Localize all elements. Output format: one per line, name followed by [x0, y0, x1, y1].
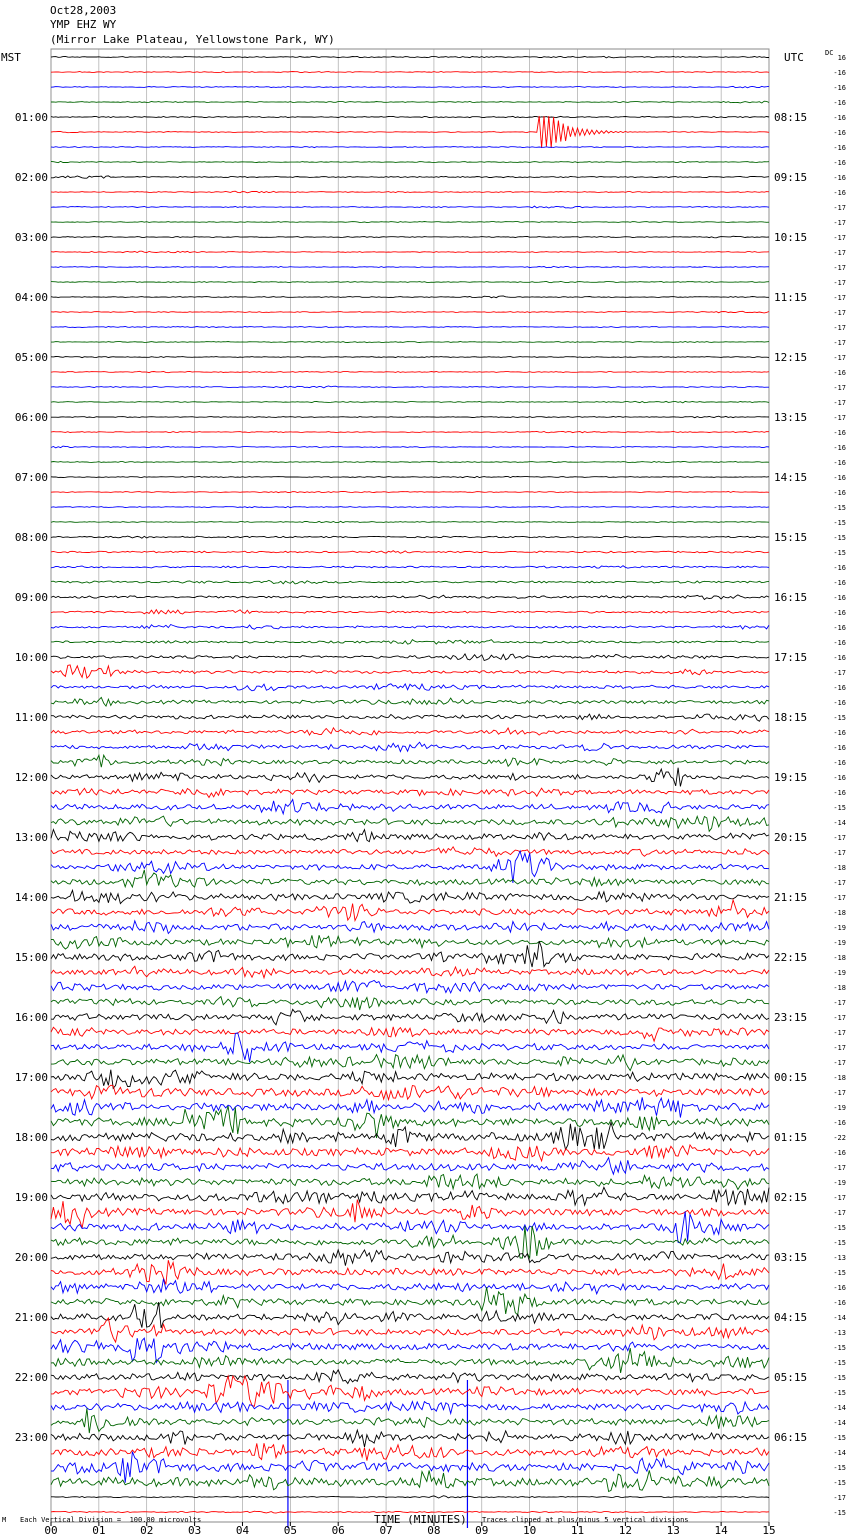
trace-line — [51, 161, 769, 162]
dc-offset-label: -17 — [833, 204, 846, 212]
dc-offset-label: -15 — [833, 504, 846, 512]
mst-hour-label: 01:00 — [14, 111, 48, 124]
trace-line — [51, 1408, 769, 1433]
dc-offset-label: -17 — [833, 354, 846, 362]
utc-hour-label: 18:15 — [774, 711, 808, 724]
dc-offset-label: -15 — [833, 1389, 846, 1397]
trace-line — [51, 697, 769, 706]
trace-line — [51, 56, 769, 58]
dc-offset-label: -17 — [833, 1194, 846, 1202]
dc-offset-label: -16 — [833, 429, 846, 437]
utc-hour-label: 13:15 — [774, 411, 808, 424]
dc-offset-label: -17 — [833, 834, 846, 842]
dc-offset-label: -17 — [833, 999, 846, 1007]
date-label: Oct28,2003 — [50, 4, 117, 17]
utc-hour-label: 10:15 — [774, 231, 808, 244]
x-tick-label: 15 — [762, 1524, 776, 1534]
dc-offset-label: -16 — [833, 114, 846, 122]
mst-hour-label: 20:00 — [14, 1251, 48, 1264]
trace-line — [51, 728, 769, 735]
dc-offset-label: -18 — [833, 1074, 846, 1082]
dc-offset-label: -16 — [833, 654, 846, 662]
utc-hour-label: 00:15 — [774, 1071, 808, 1084]
dc-offset-label: -17 — [833, 264, 846, 272]
utc-hour-label: 22:15 — [774, 951, 808, 964]
trace-line — [51, 462, 769, 463]
trace-line — [51, 147, 769, 148]
mst-hour-label: 04:00 — [14, 291, 48, 304]
dc-offset-label: -16 — [833, 144, 846, 152]
dc-offset-label: -17 — [833, 219, 846, 227]
utc-hour-label: 02:15 — [774, 1191, 808, 1204]
dc-offset-label: -16 — [833, 579, 846, 587]
dc-offset-label: -17 — [833, 234, 846, 242]
dc-offset-label: -16 — [833, 84, 846, 92]
trace-line — [51, 640, 769, 645]
trace-line — [51, 1033, 769, 1062]
dc-offset-label: -16 — [833, 159, 846, 167]
utc-hour-label: 04:15 — [774, 1311, 808, 1324]
dc-offset-label: -19 — [833, 939, 846, 947]
trace-line — [51, 890, 769, 903]
dc-offset-label: -17 — [833, 309, 846, 317]
utc-hour-label: 08:15 — [774, 111, 808, 124]
trace-line — [51, 521, 769, 522]
trace-line — [51, 311, 769, 313]
dc-offset-label: -15 — [833, 534, 846, 542]
trace-line — [51, 1302, 769, 1328]
x-tick-label: 00 — [44, 1524, 58, 1534]
scale-note: Each Vertical Division = 100.00 microvolts — [20, 1516, 202, 1524]
trace-line — [51, 446, 769, 448]
mst-hour-label: 02:00 — [14, 171, 48, 184]
trace-line — [51, 1009, 769, 1025]
dc-offset-label: -17 — [833, 1014, 846, 1022]
trace-line — [51, 281, 769, 282]
trace-line — [51, 507, 769, 508]
x-tick-label: 08 — [427, 1524, 441, 1534]
dc-offset-label: -16 — [833, 69, 846, 77]
dc-offset-label: -17 — [833, 1164, 846, 1172]
trace-line — [51, 251, 769, 253]
trace-line — [51, 1318, 769, 1342]
dc-offset-label: -14 — [833, 819, 846, 827]
dc-offset-label: -15 — [833, 549, 846, 557]
dc-offset-label: -16 — [833, 759, 846, 767]
dc-offset-label: -18 — [833, 984, 846, 992]
dc-offset-label: -17 — [833, 399, 846, 407]
dc-offset-label: -16 — [833, 459, 846, 467]
dc-offset-label: -16 — [833, 729, 846, 737]
trace-line — [51, 595, 769, 600]
trace-line — [51, 371, 769, 372]
location-label: (Mirror Lake Plateau, Yellowstone Park, WY) — [50, 33, 335, 46]
dc-offset-label: -18 — [833, 864, 846, 872]
dc-offset-label: -17 — [833, 414, 846, 422]
trace-line — [51, 401, 769, 403]
trace-line — [51, 222, 769, 223]
trace-line — [51, 742, 769, 751]
trace-line — [51, 116, 769, 148]
trace-line — [51, 935, 769, 949]
x-tick-label: 10 — [523, 1524, 537, 1534]
dc-label: DC — [825, 49, 834, 57]
dc-offset-label: -17 — [833, 384, 846, 392]
dc-offset-label: -17 — [833, 1029, 846, 1037]
dc-offset-label: -17 — [833, 1044, 846, 1052]
dc-offset-label: -16 — [833, 129, 846, 137]
mst-hour-label: 17:00 — [14, 1071, 48, 1084]
dc-offset-label: -17 — [833, 669, 846, 677]
trace-line — [51, 1250, 769, 1266]
dc-offset-label: -14 — [833, 1404, 846, 1412]
mst-hour-label: 21:00 — [14, 1311, 48, 1324]
mst-hour-label: 08:00 — [14, 531, 48, 544]
trace-line — [51, 1145, 769, 1161]
mst-hour-label: 23:00 — [14, 1431, 48, 1444]
dc-offset-label: -16 — [833, 699, 846, 707]
trace-line — [51, 800, 769, 814]
trace-line — [51, 357, 769, 358]
trace-group — [51, 56, 769, 1513]
trace-line — [51, 1402, 769, 1415]
dc-offset-label: -19 — [833, 1179, 846, 1187]
trace-line — [51, 997, 769, 1010]
dc-offset-label: -18 — [833, 909, 846, 917]
trace-line — [51, 714, 769, 721]
dc-offset-label: -15 — [833, 1239, 846, 1247]
trace-line — [51, 551, 769, 554]
trace-line — [51, 966, 769, 978]
trace-line — [51, 1376, 769, 1406]
x-tick-label: 02 — [140, 1524, 154, 1534]
dc-offset-label: -18 — [833, 954, 846, 962]
dc-offset-label: -17 — [833, 1059, 846, 1067]
mst-hour-label: 06:00 — [14, 411, 48, 424]
dc-offset-label: -17 — [833, 1494, 846, 1502]
trace-line — [51, 816, 769, 831]
trace-line — [51, 684, 769, 691]
trace-line — [51, 101, 769, 103]
dc-offset-label: -13 — [833, 1254, 846, 1262]
dc-offset-label: -16 — [833, 444, 846, 452]
utc-hour-label: 01:15 — [774, 1131, 808, 1144]
dc-offset-label: 16 — [837, 54, 846, 62]
dc-offset-label: -17 — [833, 849, 846, 857]
trace-line — [51, 1122, 769, 1149]
dc-offset-label: -16 — [833, 369, 846, 377]
utc-hour-label: 17:15 — [774, 651, 808, 664]
dc-offset-label: -16 — [833, 1284, 846, 1292]
footer-mark: M — [2, 1516, 7, 1524]
mst-hour-label: 15:00 — [14, 951, 48, 964]
dc-offset-label: -15 — [833, 1374, 846, 1382]
trace-line — [51, 1279, 769, 1294]
dc-offset-label: -17 — [833, 1089, 846, 1097]
trace-line — [51, 86, 769, 88]
trace-line — [51, 1055, 769, 1071]
x-tick-label: 09 — [475, 1524, 489, 1534]
mst-hour-label: 19:00 — [14, 1191, 48, 1204]
mst-hour-label: 07:00 — [14, 471, 48, 484]
trace-line — [51, 941, 769, 967]
trace-line — [51, 1211, 769, 1243]
trace-line — [51, 654, 769, 661]
dc-offset-label: -15 — [833, 1269, 846, 1277]
dc-offset-label: -13 — [833, 1329, 846, 1337]
dc-offset-label: -16 — [833, 99, 846, 107]
dc-offset-label: -14 — [833, 1449, 846, 1457]
dc-offset-label: -17 — [833, 249, 846, 257]
trace-line — [51, 492, 769, 493]
utc-hour-label: 14:15 — [774, 471, 808, 484]
x-tick-label: 06 — [331, 1524, 345, 1534]
utc-hour-label: 12:15 — [774, 351, 808, 364]
dc-offset-label: -17 — [833, 894, 846, 902]
dc-offset-label: -16 — [833, 684, 846, 692]
dc-offset-label: -16 — [833, 609, 846, 617]
trace-line — [51, 342, 769, 343]
x-tick-label: 01 — [92, 1524, 106, 1534]
trace-line — [51, 921, 769, 934]
utc-timezone-label: UTC — [784, 51, 804, 64]
dc-offset-label: -15 — [833, 714, 846, 722]
dc-offset-label: -15 — [833, 1224, 846, 1232]
trace-line — [51, 1226, 769, 1258]
mst-hour-label: 14:00 — [14, 891, 48, 904]
trace-line — [51, 566, 769, 569]
trace-line — [51, 1174, 769, 1189]
trace-line — [51, 1260, 769, 1284]
trace-line — [51, 830, 769, 842]
dc-offset-label: -22 — [833, 1134, 846, 1142]
trace-line — [51, 1370, 769, 1384]
utc-hour-label: 21:15 — [774, 891, 808, 904]
x-tick-label: 12 — [618, 1524, 633, 1534]
trace-line — [51, 847, 769, 857]
trace-line — [51, 266, 769, 267]
trace-line — [51, 1338, 769, 1362]
dc-offset-label: -15 — [833, 1464, 846, 1472]
dc-offset-label: -17 — [833, 879, 846, 887]
trace-line — [51, 1430, 769, 1447]
mst-hour-label: 22:00 — [14, 1371, 48, 1384]
dc-offset-label: -16 — [833, 1119, 846, 1127]
dc-offset-label: -16 — [833, 189, 846, 197]
dc-offset-label: -16 — [833, 624, 846, 632]
mst-hour-label: 16:00 — [14, 1011, 48, 1024]
mst-hour-label: 05:00 — [14, 351, 48, 364]
dc-offset-label: -16 — [833, 474, 846, 482]
mst-hour-label: 03:00 — [14, 231, 48, 244]
trace-line — [51, 768, 769, 787]
dc-offset-label: -16 — [833, 564, 846, 572]
trace-line — [51, 1200, 769, 1228]
utc-hour-label: 19:15 — [774, 771, 808, 784]
trace-line — [51, 476, 769, 477]
dc-offset-label: -16 — [833, 789, 846, 797]
utc-hour-label: 15:15 — [774, 531, 808, 544]
clip-note: Traces clipped at plus/minus 5 vertical divisions — [482, 1516, 689, 1524]
trace-line — [51, 610, 769, 614]
trace-line — [51, 851, 769, 883]
utc-hour-label: 16:15 — [774, 591, 808, 604]
dc-offset-label: -16 — [833, 1149, 846, 1157]
trace-line — [51, 1443, 769, 1460]
trace-line — [51, 788, 769, 797]
trace-line — [51, 1097, 769, 1117]
mst-hour-label: 10:00 — [14, 651, 48, 664]
dc-offset-label: -17 — [833, 294, 846, 302]
dc-offset-label: -14 — [833, 1314, 846, 1322]
dc-offset-label: -17 — [833, 279, 846, 287]
trace-line — [51, 191, 769, 193]
dc-offset-label: -16 — [833, 774, 846, 782]
x-tick-label: 11 — [570, 1524, 585, 1534]
dc-offset-label: -17 — [833, 1209, 846, 1217]
trace-line — [51, 870, 769, 887]
trace-line — [51, 431, 769, 432]
dc-offset-label: -14 — [833, 1419, 846, 1427]
x-tick-label: 04 — [235, 1524, 250, 1534]
dc-offset-label: -16 — [833, 174, 846, 182]
utc-hour-label: 09:15 — [774, 171, 808, 184]
utc-hour-label: 06:15 — [774, 1431, 808, 1444]
dc-offset-label: -15 — [833, 804, 846, 812]
dc-offset-label: -15 — [833, 519, 846, 527]
mst-hour-label: 12:00 — [14, 771, 48, 784]
trace-line — [51, 296, 769, 298]
x-tick-label: 13 — [666, 1524, 680, 1534]
dc-offset-label: -19 — [833, 924, 846, 932]
trace-line — [51, 625, 769, 630]
mst-hour-label: 11:00 — [14, 711, 48, 724]
utc-hour-label: 05:15 — [774, 1371, 808, 1384]
trace-line — [51, 1496, 769, 1498]
trace-line — [51, 755, 769, 767]
mst-hour-label: 13:00 — [14, 831, 48, 844]
trace-line — [51, 327, 769, 328]
dc-offset-label: -15 — [833, 1434, 846, 1442]
trace-line — [51, 1070, 769, 1089]
station-label: YMP EHZ WY — [50, 18, 117, 31]
trace-line — [51, 1187, 769, 1205]
utc-hour-label: 23:15 — [774, 1011, 808, 1024]
x-tick-label: 03 — [187, 1524, 202, 1534]
trace-line — [51, 536, 769, 538]
mst-hour-label: 09:00 — [14, 591, 48, 604]
trace-line — [51, 1348, 769, 1373]
dc-offset-label: -15 — [833, 1359, 846, 1367]
dc-offset-label: -19 — [833, 1104, 846, 1112]
mst-hour-label: 18:00 — [14, 1131, 48, 1144]
mst-timezone-label: MST — [1, 51, 21, 64]
utc-hour-label: 20:15 — [774, 831, 808, 844]
trace-line — [51, 580, 769, 584]
dc-offset-label: -16 — [833, 1299, 846, 1307]
trace-line — [51, 1158, 769, 1175]
trace-line — [51, 72, 769, 73]
dc-offset-label: -16 — [833, 489, 846, 497]
trace-line — [51, 116, 769, 117]
dc-offset-label: -16 — [833, 744, 846, 752]
x-axis-title: TIME (MINUTES) — [374, 1513, 467, 1526]
dc-offset-label: -19 — [833, 969, 846, 977]
utc-hour-label: 03:15 — [774, 1251, 808, 1264]
dc-offset-label: -16 — [833, 639, 846, 647]
trace-line — [51, 416, 769, 418]
x-tick-label: 07 — [379, 1524, 393, 1534]
dc-offset-label: -15 — [833, 1479, 846, 1487]
trace-line — [51, 206, 769, 208]
dc-offset-label: -15 — [833, 1509, 846, 1517]
trace-line — [51, 1027, 769, 1041]
dc-offset-label: -17 — [833, 324, 846, 332]
trace-line — [51, 1470, 769, 1491]
trace-line — [51, 665, 769, 678]
x-tick-label: 05 — [283, 1524, 297, 1534]
trace-line — [51, 236, 769, 238]
dc-offset-label: -15 — [833, 1344, 846, 1352]
x-tick-label: 14 — [714, 1524, 728, 1534]
trace-line — [51, 980, 769, 993]
trace-line — [51, 1287, 769, 1315]
dc-offset-label: -17 — [833, 339, 846, 347]
trace-line — [51, 386, 769, 388]
dc-offset-label: -16 — [833, 594, 846, 602]
utc-hour-label: 11:15 — [774, 291, 808, 304]
trace-line — [51, 176, 769, 178]
